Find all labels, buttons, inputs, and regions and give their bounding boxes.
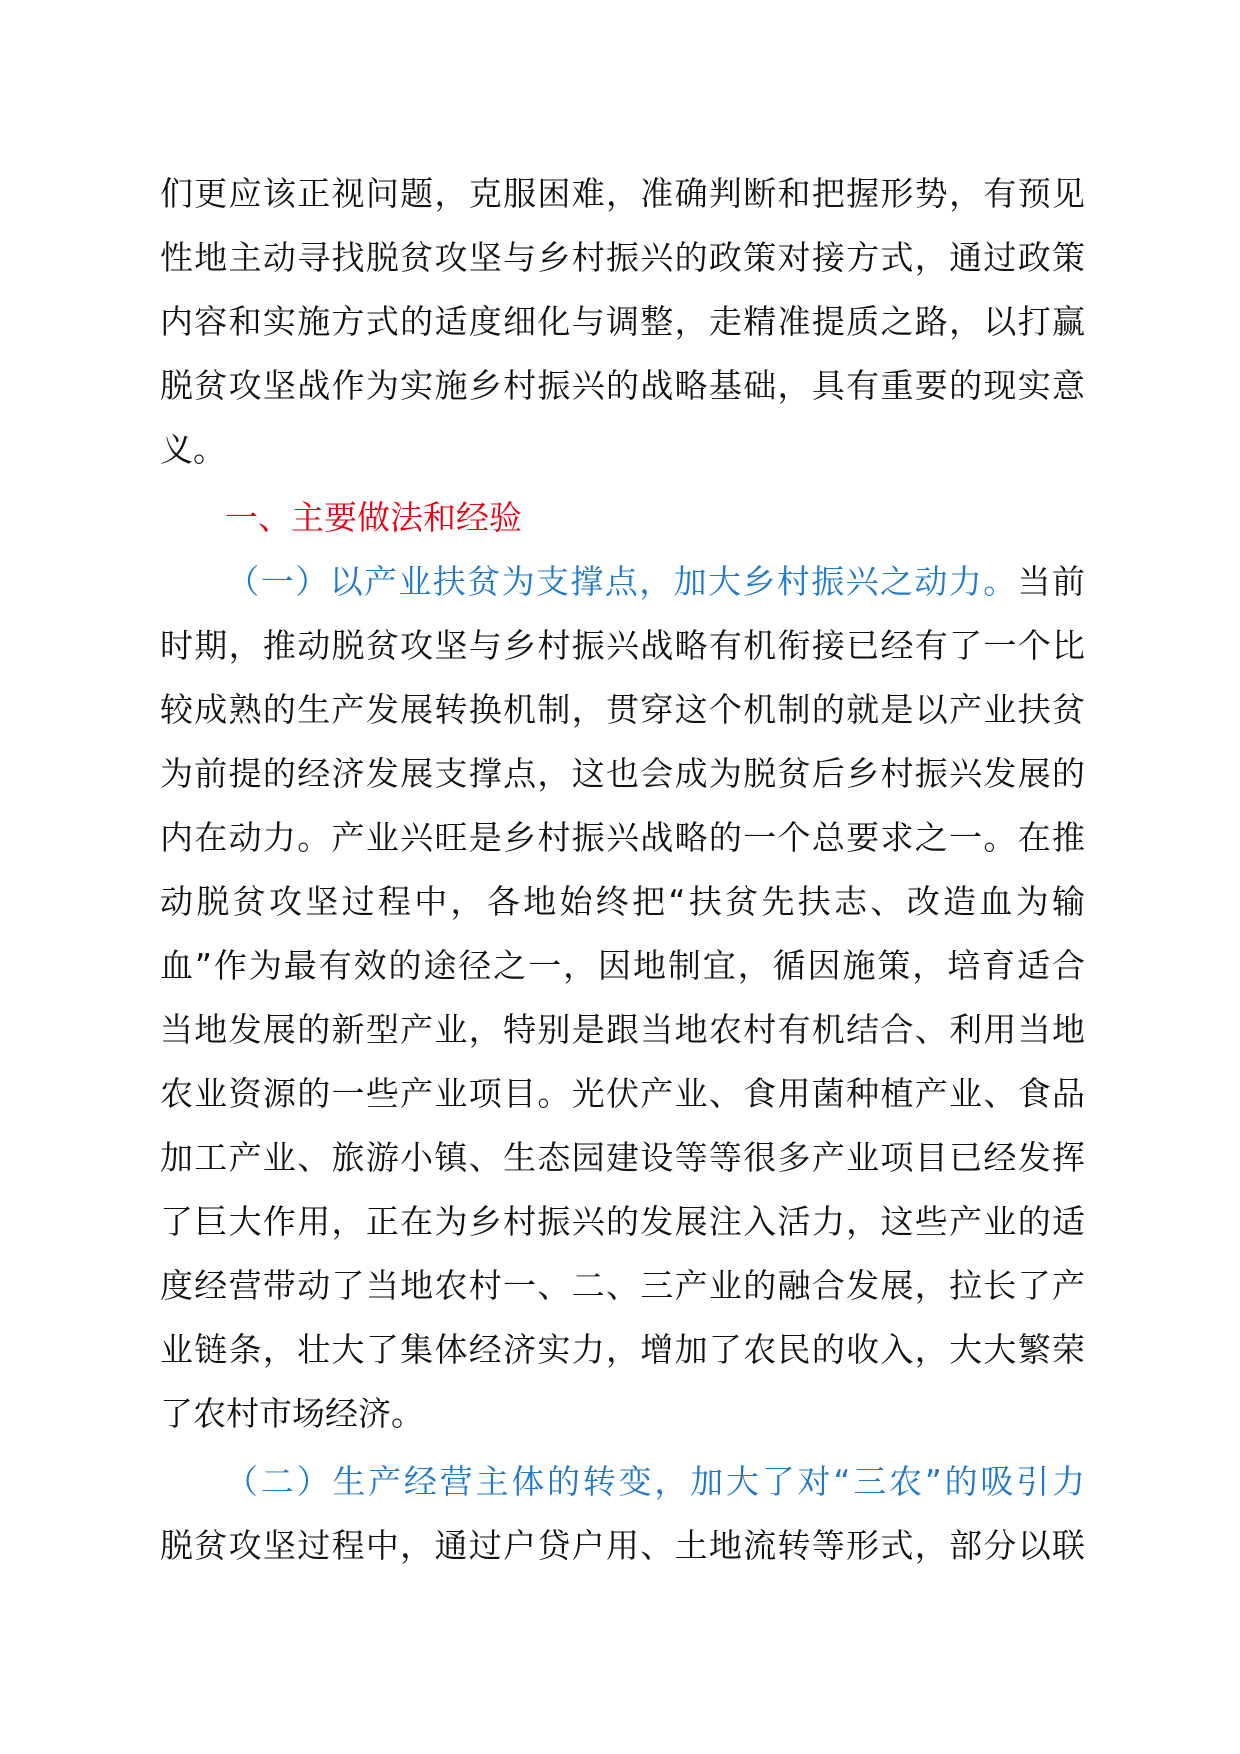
paragraph-text: 当前 <box>1017 562 1086 601</box>
paragraph-line: 血”作为最有效的途径之一，因地制宜，循因施策，培育适合 <box>160 946 1085 985</box>
paragraph-line: 脱贫攻坚过程中，通过户贷户用、土地流转等形式，部分以联 <box>160 1526 1085 1565</box>
paragraph-line: 了巨大作用，正在为乡村振兴的发展注入活力，这些产业的适 <box>160 1202 1085 1241</box>
subsection-first-line <box>160 557 1085 607</box>
intro-line: 性地主动寻找脱贫攻坚与乡村振兴的政策对接方式，通过政策 <box>160 238 1085 277</box>
subsection-heading: （二）生产经营主体的转变，加大了对“三农”的吸引力 <box>225 1462 1085 1501</box>
intro-line: 内容和实施方式的适度细化与调整，走精准提质之路，以打赢 <box>160 302 1085 341</box>
paragraph-line: 农业资源的一些产业项目。光伏产业、食用菌种植产业、食品 <box>160 1074 1085 1113</box>
intro-line: 们更应该正视问题，克服困难，准确判断和把握形势，有预见 <box>160 174 1085 213</box>
subsection-heading: （一）以产业扶贫为支撑点，加大乡村振兴之动力。 <box>225 562 1018 601</box>
paragraph-line: 当地发展的新型产业，特别是跟当地农村有机结合、利用当地 <box>160 1010 1085 1049</box>
intro-line: 脱贫攻坚战作为实施乡村振兴的战略基础，具有重要的现实意 <box>160 366 1085 405</box>
paragraph-line: 业链条，壮大了集体经济实力，增加了农民的收入，大大繁荣 <box>160 1330 1085 1369</box>
section-heading: 一、主要做法和经验 <box>225 498 522 537</box>
intro-line: 义。 <box>160 430 226 469</box>
paragraph-line: 了农村市场经济。 <box>160 1394 424 1433</box>
paragraph-line: 内在动力。产业兴旺是乡村振兴战略的一个总要求之一。在推 <box>160 818 1085 857</box>
paragraph-line: 时期，推动脱贫攻坚与乡村振兴战略有机衔接已经有了一个比 <box>160 626 1085 665</box>
paragraph-line: 动脱贫攻坚过程中，各地始终把“扶贫先扶志、改造血为输 <box>160 882 1085 921</box>
paragraph-line: 较成熟的生产发展转换机制，贯穿这个机制的就是以产业扶贫 <box>160 690 1085 729</box>
paragraph-line: 为前提的经济发展支撑点，这也会成为脱贫后乡村振兴发展的 <box>160 754 1085 793</box>
paragraph-line: 加工产业、旅游小镇、生态园建设等等很多产业项目已经发挥 <box>160 1138 1085 1177</box>
paragraph-line: 度经营带动了当地农村一、二、三产业的融合发展，拉长了产 <box>160 1266 1085 1305</box>
